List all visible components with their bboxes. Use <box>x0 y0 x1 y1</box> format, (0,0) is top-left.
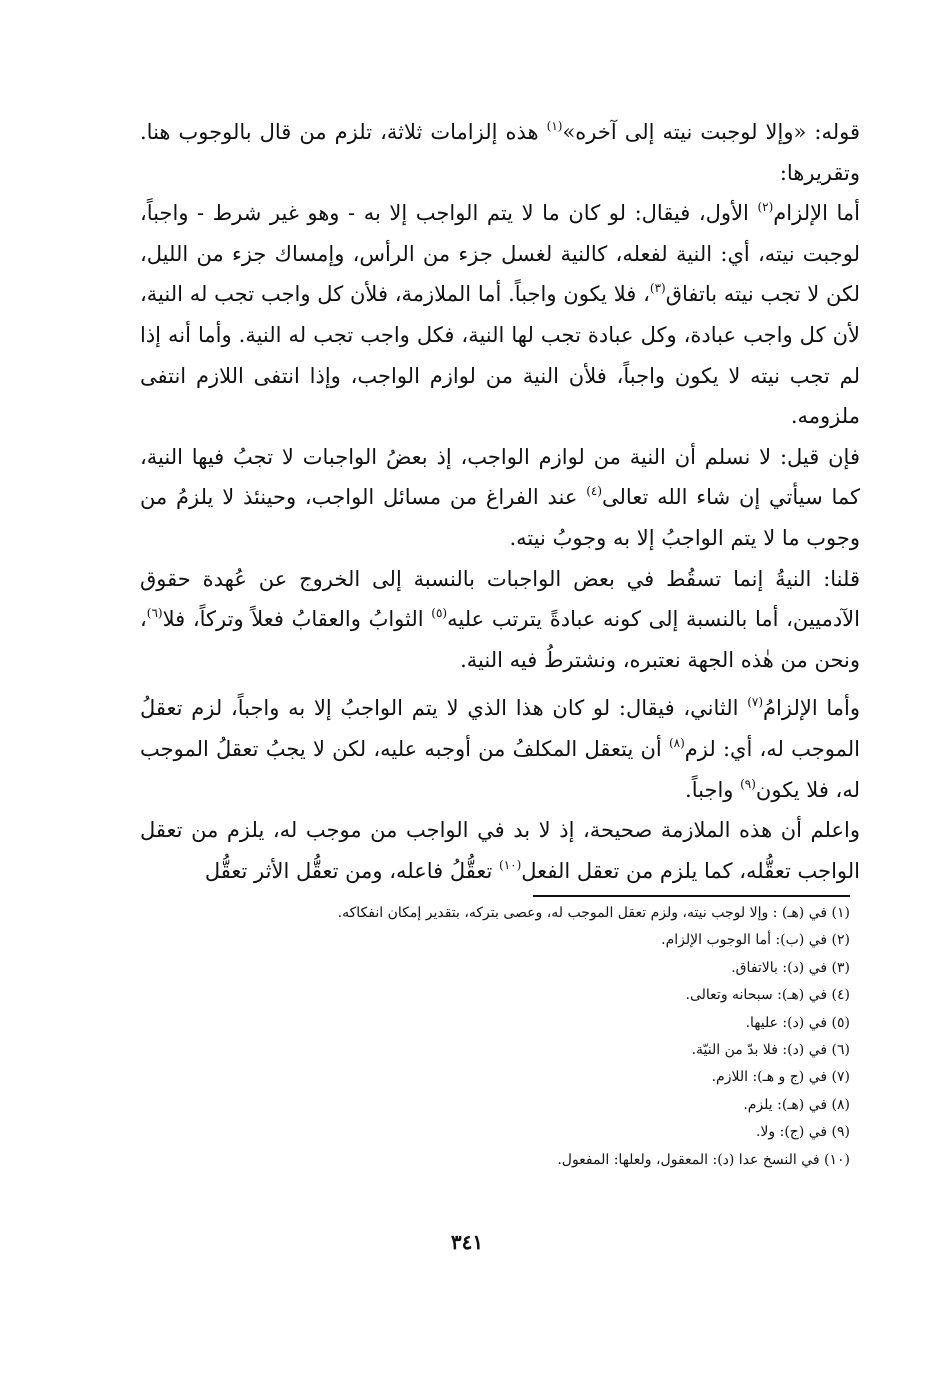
text-run: الأول، فيقال: لو كان ما لا يتم الواجب إلا به - وهو غير شرط - واجباً، لوجبت نيته، أي: النية لفعله، كالنية لغسل جزء من الرأس، وإمساك جزء من الليل، لكن لا تجب نيته باتفاق <box>140 201 860 307</box>
text-run: واجباً. <box>685 777 741 802</box>
footnote: (١٠) في النسخ عدا (د): المعقول، ولعلها: المفعول. <box>557 1151 850 1168</box>
text-run: قلنا: النيةُ إنما تسقُط في بعض الواجبات بالنسبة إلى الخروج عن عُهدة حقوق الآدميين، أما بالنسبة إلى كونه عبادةً يترتب عليه <box>140 566 860 632</box>
footnote-separator <box>533 895 850 897</box>
text-run: هذه إلزامات ثلاثة، تلزم من قال بالوجوب هنا. وتقريرها: <box>140 120 860 185</box>
footnote: (١) في (هـ) : وإلا لوجب نيته، ولزم تعقل الموجب له، وعصى بتركه، بتقدير إمكان انفكاكه. <box>337 905 850 921</box>
text-run: وأما الإلزامُ <box>763 696 860 721</box>
text-run: ، فلا يكون واجباً. أما الملازمة، فلأن كل واجب تجب له النية، لأن كل واجب عبادة، وكل عبادة تجب لها النية، فكل واجب تجب له النية. وأما أنه إذا لم تجب نيته لا يكون واجباً، فلأن النية من لوازم الواجب، وإذا انتفى اللازم انتفى ملزومه. <box>140 282 860 429</box>
text-run: أن يتعقل المكلفُ من أوجبه عليه، لكن لا يجبُ تعقلُ الموجب له، فلا يكون <box>140 736 860 802</box>
body-paragraph <box>140 193 860 437</box>
text-run: الثوابُ والعقابُ فعلاً وتركاً، فلا <box>162 607 432 632</box>
footnote-marker: (٩) <box>740 776 756 791</box>
text-run: فإن قيل: لا نسلم أن النية من لوازم الواجب، إذ بعضُ الواجبات لا تجبُ فيها النية، كما سيأتي إن شاء الله تعالى <box>140 444 860 510</box>
text-run: تعقُّلُ فاعله، ومن تعقُّل الأثر تعقُّل <box>204 858 500 883</box>
footnote: (٨) في (هـ): يلزم. <box>743 1096 850 1113</box>
body-paragraph <box>140 688 860 810</box>
footnote: (٥) في (د): عليها. <box>745 1014 850 1031</box>
text-run: أما الإلزام <box>773 201 860 226</box>
body-paragraph <box>140 437 860 559</box>
footnote-marker: (٣) <box>649 281 666 296</box>
footnote: (٦) في (د): فلا بدّ من النيّة. <box>691 1042 850 1059</box>
page-number: ٣٤١ <box>450 1230 484 1254</box>
footnote-marker: (٢) <box>757 200 774 215</box>
body-paragraph <box>140 559 860 681</box>
footnote-marker: (٦) <box>146 606 163 621</box>
footnote-marker: (١) <box>546 119 563 133</box>
footnote-marker: (٤) <box>586 484 603 499</box>
footnote: (٣) في (د): بالاتفاق. <box>731 959 850 976</box>
body-paragraph <box>140 112 860 193</box>
footnote: (٢) في (ب): أما الوجوب الإلزام. <box>661 932 850 949</box>
text-run: ، ونحن من هٰذه الجهة نعتبره، ونشترطُ فيه النية. <box>140 607 860 672</box>
footnote-marker: (٧) <box>747 695 764 710</box>
text-run: الثاني، فيقال: لو كان هذا الذي لا يتم الواجبُ إلا به واجباً، لزم تعقلُ الموجب له، أي: لزم <box>140 696 860 761</box>
footnote-marker: (١٠) <box>499 857 522 872</box>
body-paragraph <box>140 810 860 891</box>
text-run: واعلم أن هذه الملازمة صحيحة، إذ لا بد في الواجب من موجب له، يلزم من تعقل الواجب تعقُّله، كما يلزم من تعقل الفعل <box>140 818 860 883</box>
footnote: (٩) في (ج): ولا. <box>755 1124 850 1141</box>
footnote-marker: (٨) <box>668 735 685 750</box>
footnote-marker: (٥) <box>431 606 448 621</box>
main-text <box>140 112 860 891</box>
footnotes <box>200 900 850 1174</box>
footnote: (٧) في (ج و هـ): اللازم. <box>711 1069 850 1086</box>
text-run: عند الفراغ من مسائل الواجب، وحينئذ لا يلزمُ من وجوب ما لا يتم الواجبُ إلا به وجوبُ نيته. <box>140 485 860 550</box>
footnote: (٤) في (هـ): سبحانه وتعالى. <box>685 987 850 1004</box>
text-run: قوله: «وإلا لوجبت نيته إلى آخره» <box>562 120 861 144</box>
